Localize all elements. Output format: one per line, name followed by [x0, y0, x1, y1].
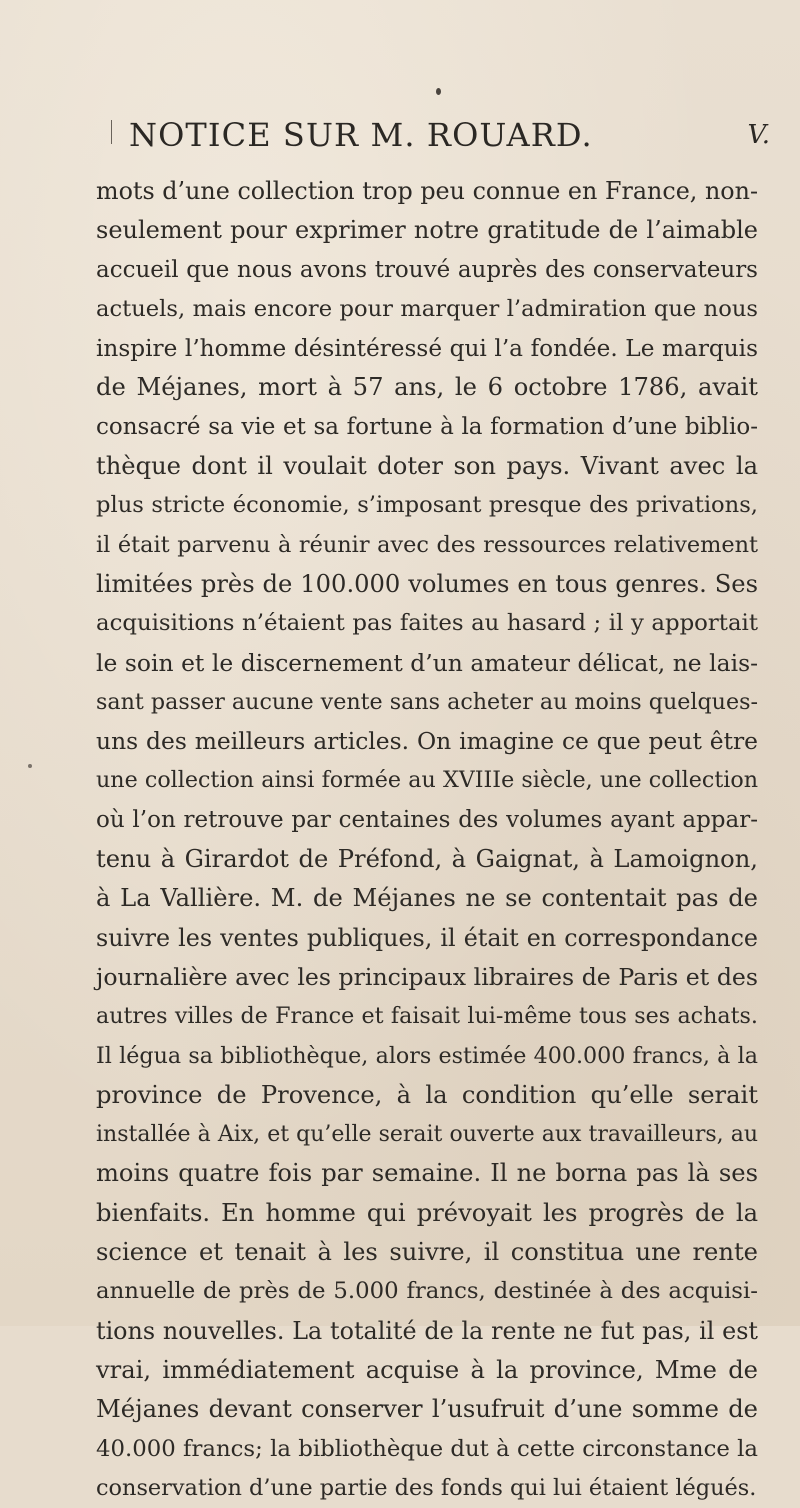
text-line: tenu à Girardot de Préfond, à Gaignat, à Lamoignon, [96, 845, 758, 874]
text-line: accueil que nous avons trouvé auprès des conservateurs [96, 256, 758, 283]
text-line: province de Provence, à la condition qu’elle serait [96, 1080, 758, 1109]
text-line: annuelle de près de 5.000 francs, destinée à des acquisi- [96, 1278, 758, 1305]
text-line: autres villes de France et faisait lui-même tous ses achats. [96, 1003, 758, 1030]
running-title: NOTICE SUR M. ROUARD. [129, 116, 593, 154]
text-line: Il légua sa bibliothèque, alors estimée 400.000 francs, à la [96, 1042, 758, 1069]
text-line: tions nouvelles. La totalité de la rente ne fut pas, il est [96, 1316, 758, 1345]
text-line: installée à Aix, et qu’elle serait ouverte aux travailleurs, au [96, 1122, 758, 1148]
text-line: plus stricte économie, s’imposant presque des privations, [96, 492, 758, 519]
text-line: moins quatre fois par semaine. Il ne borna pas là ses [96, 1159, 758, 1188]
text-line-last: conservation d’une partie des fonds qui lui étaient légués. [96, 1474, 757, 1501]
text-line: thèque dont il voulait doter son pays. Vivant avec la [96, 452, 758, 481]
text-line: où l’on retrouve par centaines des volumes ayant appar- [96, 806, 758, 833]
text-line: sant passer aucune vente sans acheter au moins quelques- [96, 688, 758, 715]
text-line: mots d’une collection trop peu connue en France, non- [96, 177, 758, 205]
text-line: consacré sa vie et sa fortune à la formation d’une biblio- [96, 413, 758, 440]
text-line: de Méjanes, mort à 57 ans, le 6 octobre 1786, avait [96, 373, 758, 402]
body-text [96, 172, 758, 1508]
text-line: le soin et le discernement d’un amateur délicat, ne lais- [96, 648, 758, 677]
text-line: bienfaits. En homme qui prévoyait les progrès de la [96, 1198, 758, 1227]
text-line: à La Vallière. M. de Méjanes ne se contentait pas de [96, 884, 758, 913]
text-line: vrai, immédiatement acquise à la province, Mme de [96, 1355, 758, 1384]
text-line: 40.000 francs; la bibliothèque dut à cette circonstance la [96, 1435, 758, 1462]
header-rule [111, 120, 112, 144]
text-line: seulement pour exprimer notre gratitude de l’aimable [96, 216, 758, 245]
text-line: limitées près de 100.000 volumes en tous genres. Ses [96, 569, 758, 598]
page-number: V. [747, 120, 770, 150]
text-line: une collection ainsi formée au XVIIIe siècle, une collection [96, 767, 758, 794]
text-line: il était parvenu à réunir avec des ressources relativement [96, 531, 758, 558]
page-header [108, 112, 770, 156]
text-line: suivre les ventes publiques, il était en correspondance [96, 923, 758, 952]
text-line: science et tenait à les suivre, il constitua une rente [96, 1238, 758, 1267]
text-line: inspire l’homme désintéressé qui l’a fondée. Le marquis [96, 335, 758, 363]
text-line: actuels, mais encore pour marquer l’admiration que nous [96, 295, 758, 322]
ink-speck [436, 88, 441, 95]
text-line: uns des meilleurs articles. On imagine ce que peut être [96, 727, 758, 756]
ink-speck [28, 764, 32, 768]
text-line: Méjanes devant conserver l’usufruit d’une somme de [96, 1395, 758, 1424]
text-line: journalière avec les principaux libraires de Paris et des [96, 962, 758, 991]
text-line: acquisitions n’étaient pas faites au hasard ; il y apportait [96, 610, 758, 637]
